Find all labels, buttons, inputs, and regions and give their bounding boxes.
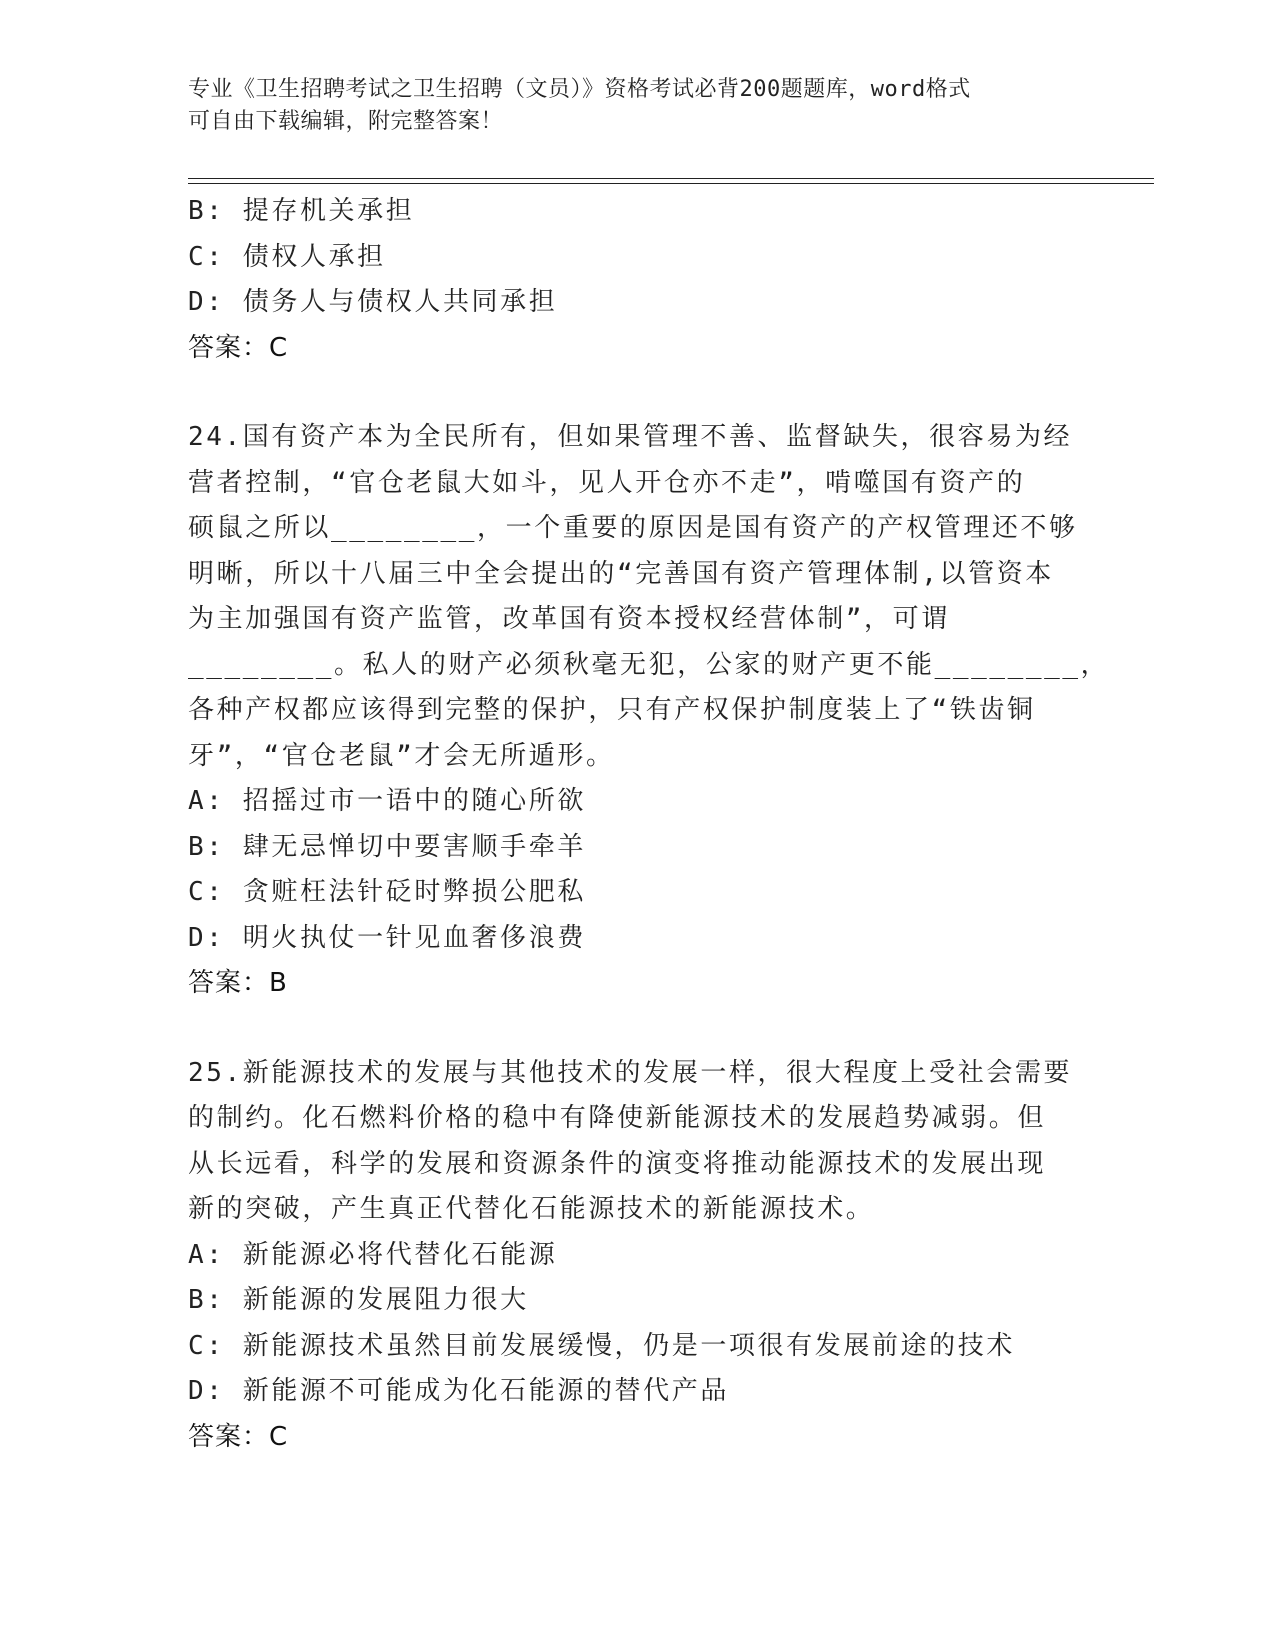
question-23-option-d: D: 债务人与债权人共同承担 bbox=[188, 287, 558, 317]
question-24-stem-line: 为主加强国有资产监管，改革国有资本授权经营体制”，可谓 bbox=[188, 604, 950, 634]
header-line-2: 可自由下载编辑，附完整答案！ bbox=[188, 109, 504, 134]
question-25-option-a: A: 新能源必将代替化石能源 bbox=[188, 1239, 558, 1270]
question-25-option-c: C: 新能源技术虽然目前发展缓慢，仍是一项很有发展前途的技术 bbox=[188, 1330, 1015, 1361]
page-header bbox=[188, 74, 1088, 138]
question-24 bbox=[188, 415, 1110, 1007]
question-23 bbox=[188, 189, 1088, 371]
question-spacer bbox=[188, 1007, 1088, 1051]
question-24-option-c: C: 贪赃枉法针砭时弊损公肥私 bbox=[188, 877, 586, 907]
question-25-stem-line: 25.新能源技术的发展与其他技术的发展一样，很大程度上受社会需要 bbox=[188, 1057, 1073, 1088]
question-25-option-d: D: 新能源不可能成为化石能源的替代产品 bbox=[188, 1376, 729, 1406]
header-divider-thin bbox=[188, 183, 1154, 184]
question-spacer bbox=[188, 371, 1088, 415]
header-line-1: 专业《卫生招聘考试之卫生招聘（文员）》资格考试必背200题题库，word格式 bbox=[188, 77, 971, 102]
question-24-stem-line: 24.国有资产本为全民所有，但如果管理不善、监督缺失，很容易为经 bbox=[188, 422, 1073, 452]
question-24-option-a: A: 招摇过市一语中的随心所欲 bbox=[188, 786, 586, 816]
question-25-stem-line: 的制约。化石燃料价格的稳中有降使新能源技术的发展趋势减弱。但 bbox=[188, 1103, 1047, 1133]
question-24-option-d: D: 明火执仗一针见血奢侈浪费 bbox=[188, 922, 586, 953]
question-25-stem-line: 从长远看，科学的发展和资源条件的演变将推动能源技术的发展出现 bbox=[188, 1148, 1047, 1179]
question-23-answer: 答案：C bbox=[188, 332, 289, 363]
question-24-stem-line: 牙”，“官仓老鼠”才会无所遁形。 bbox=[188, 740, 615, 771]
question-25-option-b: B: 新能源的发展阻力很大 bbox=[188, 1285, 529, 1315]
question-25-answer: 答案：C bbox=[188, 1421, 289, 1452]
question-23-option-b: B: 提存机关承担 bbox=[188, 196, 415, 226]
header-divider-thick bbox=[188, 178, 1154, 179]
question-23-option-c: C: 债权人承担 bbox=[188, 241, 386, 272]
question-24-answer: 答案：B bbox=[188, 968, 288, 998]
question-24-stem-line: 硕鼠之所以________，一个重要的原因是国有资产的产权管理还不够 bbox=[188, 513, 1078, 543]
question-24-stem-line: ________。私人的财产必须秋毫无犯，公家的财产更不能________， bbox=[188, 649, 1110, 680]
question-24-stem-line: 各种产权都应该得到完整的保护，只有产权保护制度装上了“铁齿铜 bbox=[188, 695, 1036, 725]
question-24-option-b: B: 肆无忌惮切中要害顺手牵羊 bbox=[188, 831, 586, 862]
question-25 bbox=[188, 1051, 1088, 1461]
question-25-stem-line: 新的突破，产生真正代替化石能源技术的新能源技术。 bbox=[188, 1194, 875, 1224]
question-24-stem-line: 营者控制，“官仓老鼠大如斗，见人开仓亦不走”，啃噬国有资产的 bbox=[188, 467, 1026, 498]
question-24-stem-line: 明晰，所以十八届三中全会提出的“完善国有资产管理体制,以管资本 bbox=[188, 558, 1054, 589]
document-content bbox=[188, 189, 1110, 1460]
